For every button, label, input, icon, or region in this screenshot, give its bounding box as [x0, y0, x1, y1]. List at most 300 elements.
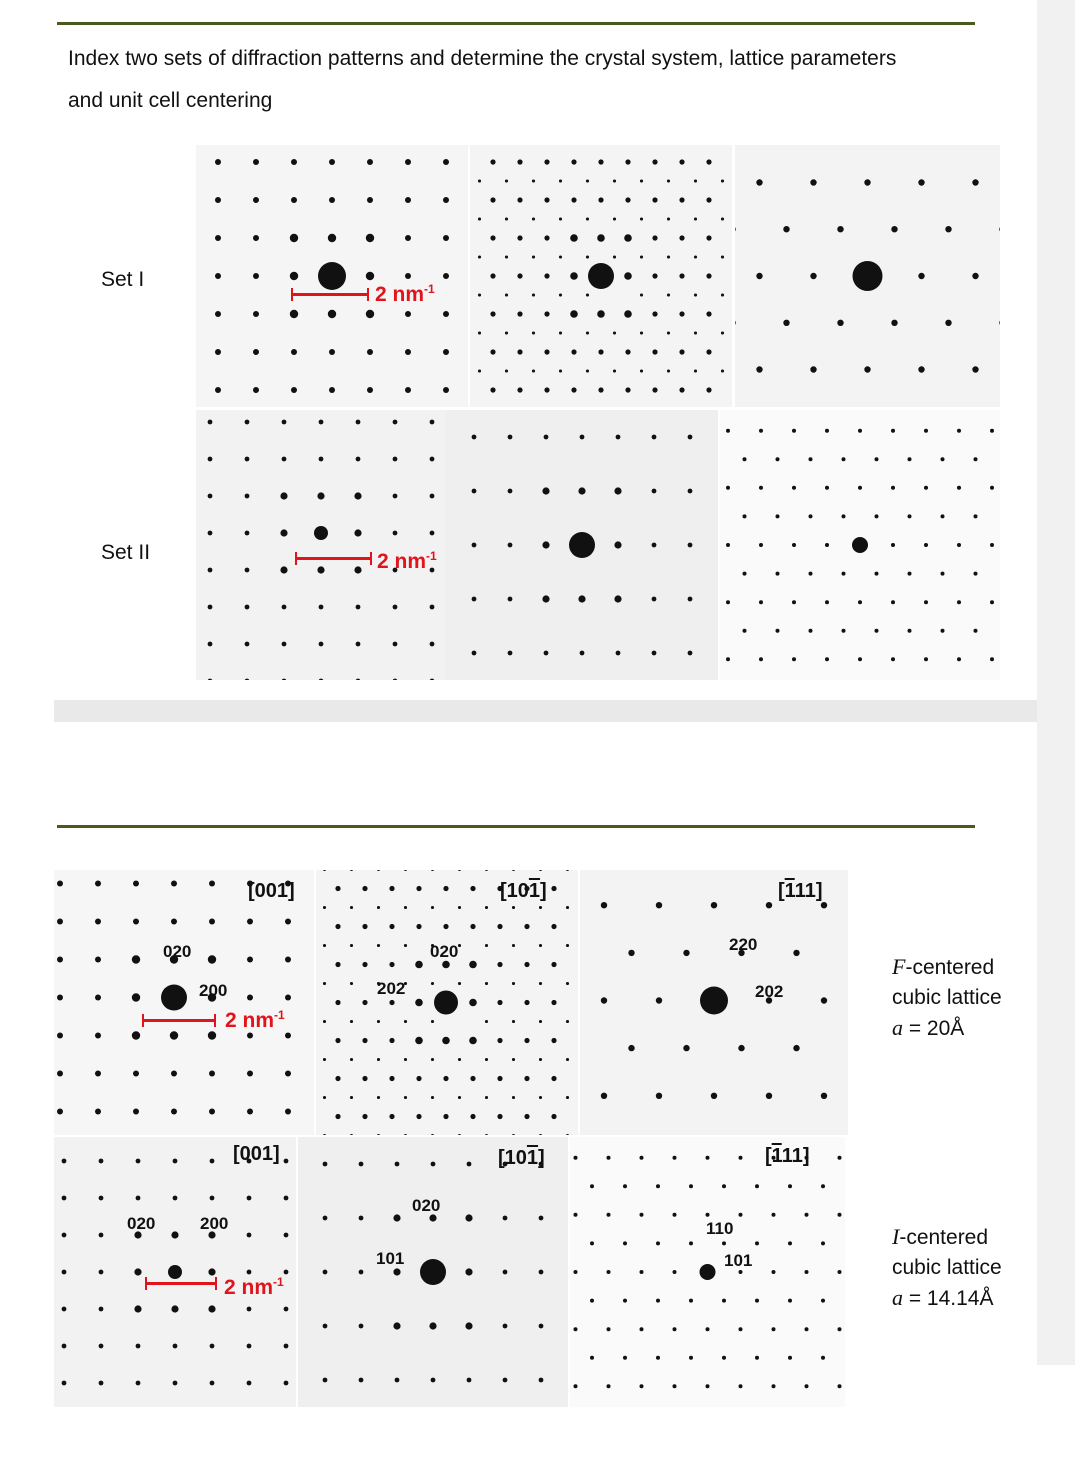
diffraction-spot	[945, 226, 951, 232]
diffraction-spot	[136, 1159, 141, 1164]
diffraction-spot	[443, 197, 449, 203]
diffraction-spot	[215, 235, 221, 241]
diffraction-spot	[465, 1214, 472, 1221]
diffraction-spot	[245, 679, 250, 680]
diffraction-spot	[458, 906, 461, 909]
diffraction-spot	[614, 541, 621, 548]
diffraction-spot	[323, 944, 326, 947]
diffraction-spot	[354, 529, 361, 536]
diffraction-spots	[570, 1137, 845, 1407]
diffraction-spot	[285, 1109, 291, 1115]
diffraction-spot	[329, 159, 335, 165]
diffraction-spot	[393, 642, 398, 647]
diffraction-spot	[706, 159, 711, 164]
diffraction-spot	[512, 944, 515, 947]
diffraction-spot	[559, 255, 562, 258]
diffraction-spot	[957, 486, 961, 490]
diffraction-spot	[284, 1196, 289, 1201]
diffraction-spot	[652, 387, 657, 392]
diffraction-spot	[208, 642, 213, 647]
diffraction-spot	[490, 349, 495, 354]
diffraction-spot	[247, 1033, 253, 1039]
diffraction-spot	[640, 179, 643, 182]
diffraction-spot	[990, 543, 994, 547]
diffraction-spot	[285, 1071, 291, 1077]
diffraction-spot	[613, 255, 616, 258]
diffraction-spot	[99, 1307, 104, 1312]
diffraction-spot	[431, 1162, 436, 1167]
diffraction-spot	[405, 311, 411, 317]
diffraction-spot	[640, 1327, 644, 1331]
diffraction-spot	[350, 1058, 353, 1061]
diffraction-spot	[215, 197, 221, 203]
diffraction-spot	[362, 1076, 367, 1081]
diffraction-spot	[957, 657, 961, 661]
diffraction-spot	[429, 1322, 436, 1329]
diffraction-spot	[405, 159, 411, 165]
diffraction-spot	[470, 1114, 475, 1119]
diffraction-spot	[842, 457, 846, 461]
diffraction-spot	[544, 197, 549, 202]
diffraction-spot	[472, 543, 477, 548]
diffraction-spot	[580, 651, 585, 656]
diffraction-spot	[743, 514, 747, 518]
diffraction-spot	[679, 387, 684, 392]
diffraction-spot	[559, 369, 562, 372]
set-1-pattern-10-1	[470, 145, 732, 407]
diffraction-spot	[688, 543, 693, 548]
diffraction-spot	[739, 1213, 743, 1217]
diffraction-spot	[679, 349, 684, 354]
diffraction-spot	[208, 1031, 216, 1039]
diffraction-spot	[490, 387, 495, 392]
diffraction-spot	[350, 906, 353, 909]
diffraction-spot	[247, 1270, 252, 1275]
diffraction-spot	[404, 944, 407, 947]
diffraction-spot	[458, 1058, 461, 1061]
diffraction-spot	[505, 369, 508, 372]
diffraction-spot	[319, 642, 324, 647]
diffraction-spot	[210, 1159, 215, 1164]
diffraction-spot	[356, 605, 361, 610]
diffraction-spot	[539, 870, 542, 871]
diffraction-spot	[458, 1134, 461, 1135]
diffraction-spot	[524, 924, 529, 929]
diffraction-spot	[805, 1327, 809, 1331]
diffraction-spot	[613, 217, 616, 220]
diffraction-spot	[285, 995, 291, 1001]
diffraction-spot	[470, 886, 475, 891]
diffraction-spot	[173, 1159, 178, 1164]
diffraction-spot	[924, 543, 928, 547]
diffraction-spot	[210, 1381, 215, 1386]
diffraction-spot	[607, 1327, 611, 1331]
diffraction-spot	[415, 1037, 423, 1045]
diffraction-spot	[640, 293, 643, 296]
diffraction-spot	[598, 159, 603, 164]
diffraction-spot	[404, 1058, 407, 1061]
diffraction-spot	[208, 679, 213, 680]
diffraction-spot	[490, 273, 495, 278]
diffraction-spot	[891, 320, 897, 326]
diffraction-spot	[478, 179, 481, 182]
diffraction-spot	[362, 886, 367, 891]
diffraction-spot	[247, 1344, 252, 1349]
diffraction-spot	[136, 1381, 141, 1386]
diffraction-spot	[673, 1270, 677, 1274]
diffraction-spot	[726, 543, 730, 547]
diffraction-spot	[356, 420, 361, 425]
diffraction-spot	[590, 1356, 594, 1360]
diffraction-spot	[503, 1324, 508, 1329]
diffraction-spot	[652, 159, 657, 164]
diffraction-spot	[673, 1156, 677, 1160]
diffraction-spot	[623, 1299, 627, 1303]
diffraction-spot	[173, 1381, 178, 1386]
diffraction-spot	[539, 982, 542, 985]
top-rule	[57, 22, 975, 25]
diffraction-spot	[362, 1038, 367, 1043]
diffraction-spot	[420, 1259, 446, 1285]
diffraction-spot	[245, 494, 250, 499]
diffraction-spot	[208, 420, 213, 425]
diffraction-spot	[924, 657, 928, 661]
diffraction-spot	[443, 273, 449, 279]
diffraction-spot	[544, 311, 549, 316]
diffraction-spot	[208, 1305, 215, 1312]
diffraction-spot	[359, 1378, 364, 1383]
diffraction-spot	[443, 1114, 448, 1119]
diffraction-spot	[559, 331, 562, 334]
diffraction-spots	[54, 1137, 296, 1407]
diffraction-spot	[652, 235, 657, 240]
diffraction-spot	[377, 1020, 380, 1023]
diffraction-spot	[210, 1196, 215, 1201]
diffraction-spot	[539, 1058, 542, 1061]
diffraction-spot	[389, 1076, 394, 1081]
diffraction-spot	[282, 679, 287, 680]
diffraction-spot	[253, 311, 259, 317]
diffraction-spot	[485, 1020, 488, 1023]
diffraction-spot	[735, 226, 736, 232]
diffraction-spot	[508, 489, 513, 494]
diffraction-spot	[908, 514, 912, 518]
diffraction-spot	[566, 870, 569, 871]
diffraction-spot	[924, 600, 928, 604]
diffraction-spot	[329, 197, 335, 203]
diffraction-spot	[377, 870, 380, 871]
diffraction-spot	[253, 159, 259, 165]
diffraction-spot	[458, 1096, 461, 1099]
diffraction-spot	[539, 1020, 542, 1023]
index-label: 101	[376, 1249, 405, 1268]
diffraction-spot	[95, 957, 101, 963]
diffraction-spot	[478, 331, 481, 334]
diffraction-spot	[416, 1114, 421, 1119]
diffraction-spot	[601, 1093, 607, 1099]
diffraction-spot	[323, 1216, 328, 1221]
diffraction-spot	[580, 435, 585, 440]
diffraction-spot	[652, 273, 657, 278]
diffraction-spot	[891, 429, 895, 433]
diffraction-spot	[247, 1381, 252, 1386]
diffraction-spot	[291, 197, 297, 203]
diffraction-spot	[505, 293, 508, 296]
diffraction-spot	[329, 349, 335, 355]
diffraction-spot	[667, 179, 670, 182]
diffraction-spot	[282, 605, 287, 610]
diffraction-spot	[505, 331, 508, 334]
diffraction-spot	[57, 995, 63, 1001]
diffraction-spot	[598, 349, 603, 354]
diffraction-spot	[838, 1327, 842, 1331]
diffraction-spot	[990, 657, 994, 661]
diffraction-spot	[941, 514, 945, 518]
index-label: 101	[724, 1251, 753, 1270]
diffraction-spot	[367, 159, 373, 165]
diffraction-spot	[706, 235, 711, 240]
diffraction-spot	[759, 657, 763, 661]
diffraction-spot	[350, 870, 353, 871]
diffraction-spot	[667, 369, 670, 372]
diffraction-spot	[317, 566, 324, 573]
diffraction-spot	[367, 349, 373, 355]
diffraction-spot	[443, 387, 449, 393]
diffraction-spot	[405, 235, 411, 241]
diffraction-spot	[788, 1184, 792, 1188]
diffraction-spot	[210, 1344, 215, 1349]
diffraction-spot	[809, 629, 813, 633]
diffraction-spot	[924, 429, 928, 433]
diffraction-spot	[323, 1378, 328, 1383]
diffraction-spot	[512, 1020, 515, 1023]
zone-label-001: [001]	[248, 880, 295, 902]
solution-rule	[57, 825, 975, 828]
diffraction-spot	[99, 1270, 104, 1275]
diffraction-spot	[485, 1096, 488, 1099]
diffraction-spot	[335, 1038, 340, 1043]
solution-set-1-pattern-111	[580, 870, 848, 1135]
diffraction-spot	[792, 657, 796, 661]
diffraction-spot	[247, 957, 253, 963]
diffraction-spot	[569, 532, 595, 558]
diffraction-spot	[253, 349, 259, 355]
diffraction-spot	[679, 235, 684, 240]
set-1-pattern-111	[735, 145, 1000, 407]
diffraction-spot	[405, 197, 411, 203]
solution-set-2-scale-label: 2 $nm^{-1}$	[224, 1275, 284, 1299]
diffraction-spot	[623, 1356, 627, 1360]
diffraction-spot	[253, 273, 259, 279]
diffraction-spot	[282, 420, 287, 425]
diffraction-spot	[512, 906, 515, 909]
diffraction-spot	[776, 572, 780, 576]
diffraction-spot	[291, 159, 297, 165]
diffraction-spot	[688, 597, 693, 602]
diffraction-spot	[656, 1356, 660, 1360]
diffraction-spot	[624, 234, 632, 242]
diffraction-spot	[133, 1071, 139, 1077]
diffraction-spot	[404, 1020, 407, 1023]
zone-label-10-1-set2: [101]	[498, 1147, 545, 1169]
diffraction-spot	[170, 1031, 178, 1039]
diffraction-spot	[551, 1076, 556, 1081]
diffraction-spot	[393, 1214, 400, 1221]
diffraction-spot	[694, 255, 697, 258]
diffraction-spot	[652, 435, 657, 440]
diffraction-spot	[99, 1344, 104, 1349]
diffraction-spot	[497, 1076, 502, 1081]
diffraction-spot	[62, 1196, 67, 1201]
diffraction-spot	[679, 311, 684, 316]
diffraction-spot	[356, 679, 361, 680]
diffraction-spot	[362, 1114, 367, 1119]
diffraction-spots	[316, 870, 578, 1135]
diffraction-spot	[245, 605, 250, 610]
diffraction-spot	[598, 197, 603, 202]
diffraction-spots	[196, 145, 468, 407]
diffraction-spot	[430, 679, 435, 680]
diffraction-spot	[739, 1384, 743, 1388]
diffraction-spot	[999, 226, 1000, 232]
diffraction-spot	[508, 543, 513, 548]
diffraction-spot	[628, 950, 634, 956]
diffraction-spot	[974, 457, 978, 461]
diffraction-spot	[393, 679, 398, 680]
diffraction-spot	[356, 642, 361, 647]
diffraction-spot	[656, 1093, 662, 1099]
diffraction-spot	[551, 1038, 556, 1043]
diffraction-spot	[350, 944, 353, 947]
diffraction-spot	[317, 492, 324, 499]
diffraction-spot	[478, 293, 481, 296]
diffraction-spot	[544, 435, 549, 440]
diffraction-spot	[544, 349, 549, 354]
diffraction-spot	[788, 1299, 792, 1303]
diffraction-spot	[512, 1058, 515, 1061]
diffraction-spot	[652, 311, 657, 316]
diffraction-spot	[415, 999, 423, 1007]
diffraction-spot	[350, 1134, 353, 1135]
solution-set-1-pattern-10-1	[316, 870, 578, 1135]
diffraction-spot	[95, 1109, 101, 1115]
diffraction-spot	[290, 310, 298, 318]
diffraction-spot	[542, 487, 549, 494]
diffraction-spot	[393, 1322, 400, 1329]
diffraction-spot	[656, 902, 662, 908]
diffraction-spot	[280, 492, 287, 499]
diffraction-spot	[788, 1241, 792, 1245]
diffraction-spot	[323, 1270, 328, 1275]
index-label: 202	[377, 979, 406, 998]
diffraction-spot	[95, 1033, 101, 1039]
diffraction-spot	[539, 944, 542, 947]
diffraction-spot	[688, 651, 693, 656]
diffraction-spot	[891, 226, 897, 232]
diffraction-spot	[393, 1268, 400, 1275]
diffraction-spot	[173, 1344, 178, 1349]
diffraction-spot	[776, 629, 780, 633]
diffraction-spot	[875, 629, 879, 633]
solution-set-1-scale-label: 2 $nm^{-1}$	[225, 1008, 285, 1032]
diffraction-spot	[404, 1134, 407, 1135]
diffraction-spot	[485, 1134, 488, 1135]
diffraction-spot	[743, 457, 747, 461]
diffraction-spot	[356, 457, 361, 462]
diffraction-spot	[478, 369, 481, 372]
diffraction-spot	[539, 1134, 542, 1135]
diffraction-spot	[485, 1058, 488, 1061]
question-text: Index two sets of diffraction patterns and determine the crystal system, lattice parameters and unit cell centering	[68, 47, 897, 112]
diffraction-spot	[469, 999, 477, 1007]
diffraction-spots	[470, 145, 732, 407]
diffraction-spot	[95, 995, 101, 1001]
diffraction-spot	[359, 1162, 364, 1167]
diffraction-spot	[532, 255, 535, 258]
diffraction-spot	[62, 1233, 67, 1238]
diffraction-spot	[517, 273, 522, 278]
set-1-scale-bar	[291, 293, 369, 296]
diffraction-spot	[539, 1096, 542, 1099]
diffraction-spot	[842, 514, 846, 518]
diffraction-spot	[628, 1045, 634, 1051]
diffraction-spot	[171, 1071, 177, 1077]
diffraction-spot	[810, 273, 816, 279]
diffraction-spot	[766, 1093, 772, 1099]
diffraction-spot	[168, 1265, 182, 1279]
diffraction-spot	[656, 997, 662, 1003]
diffraction-spot	[377, 1134, 380, 1135]
diffraction-spot	[497, 962, 502, 967]
diffraction-spot	[328, 234, 336, 242]
diffraction-spot	[497, 1114, 502, 1119]
index-label: 202	[755, 982, 784, 1001]
diffraction-spot	[652, 651, 657, 656]
diffraction-spot	[821, 1241, 825, 1245]
diffraction-spot	[319, 420, 324, 425]
diffraction-spot	[837, 226, 843, 232]
diffraction-spot	[512, 1134, 515, 1135]
diffraction-spot	[821, 1093, 827, 1099]
diffraction-spot	[458, 982, 461, 985]
diffraction-spot	[350, 1096, 353, 1099]
diffraction-spot	[443, 159, 449, 165]
diffraction-spot	[652, 349, 657, 354]
diffraction-spot	[711, 902, 717, 908]
diffraction-spot	[253, 197, 259, 203]
set-1-pattern-001	[196, 145, 468, 407]
diffraction-spot	[62, 1344, 67, 1349]
index-label: 020	[430, 942, 459, 961]
diffraction-spot	[772, 1384, 776, 1388]
diffraction-spot	[694, 293, 697, 296]
diffraction-spot	[570, 234, 578, 242]
diffraction-spot	[416, 924, 421, 929]
diffraction-spot	[683, 1045, 689, 1051]
diffraction-spot	[539, 906, 542, 909]
diffraction-spot	[208, 1268, 215, 1275]
diffraction-spot	[505, 179, 508, 182]
diffraction-spot	[652, 489, 657, 494]
diffraction-spot	[367, 197, 373, 203]
diffraction-spot	[625, 387, 630, 392]
diffraction-spot	[891, 600, 895, 604]
diffraction-spot	[431, 1020, 434, 1023]
diffraction-spot	[825, 600, 829, 604]
index-label: 020	[163, 942, 192, 961]
right-margin-bar	[1037, 0, 1075, 1365]
diffraction-spot	[588, 263, 614, 289]
